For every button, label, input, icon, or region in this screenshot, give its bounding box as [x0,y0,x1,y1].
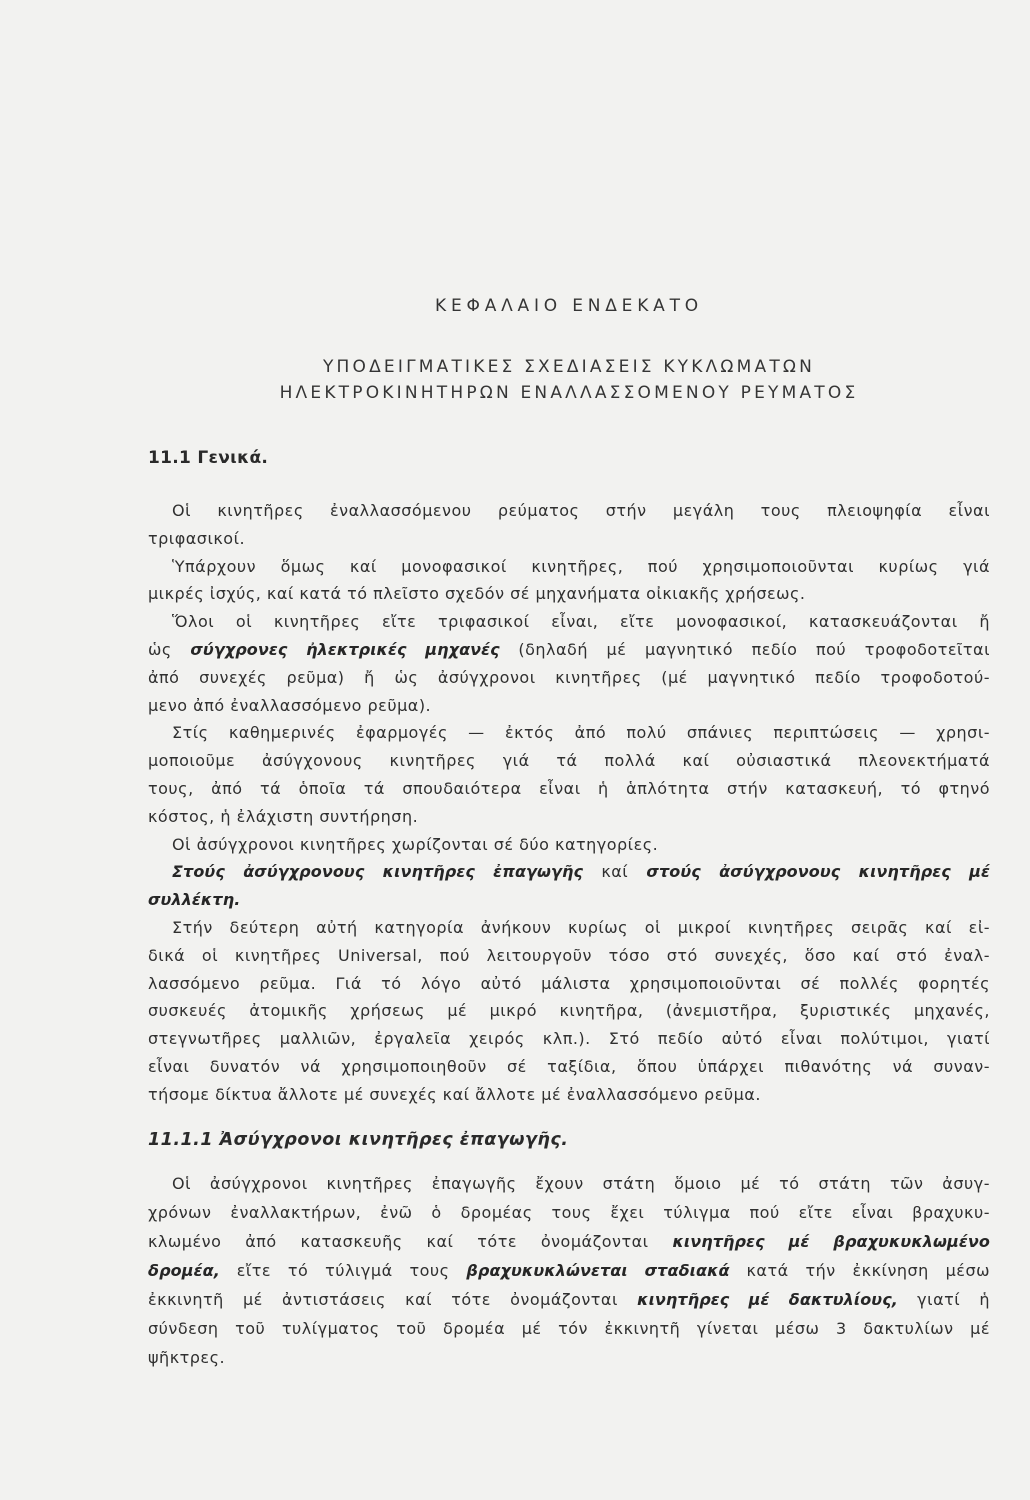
text-run: κατά τήν ἐκκίνηση μέσω [729,1261,990,1280]
text-line [148,942,990,970]
text-run: στεγνωτῆρες μαλλιῶν, ἐργαλεῖα χειρός κλπ.). Στό πεδίο αὐτό εἶναι πολύτιμοι, γιατί [148,1029,990,1049]
text-line [148,803,990,831]
text-run: χρόνων ἐναλλακτήρων, ἐνῶ ὁ δρομέας τους ἔχει τύλιγμα πού εἴτε εἶναι βραχυκυ- [148,1203,990,1222]
text-line [148,886,990,914]
text-line [148,1053,990,1081]
text-run: Στίς καθημερινές ἐφαρμογές — ἐκτός ἀπό πολύ σπάνιες περιπτώσεις — χρησι- [172,723,990,743]
text-line [148,1343,990,1372]
paragraph [148,497,990,553]
paragraph [148,553,990,609]
text-run: συσκευές ἀτομικῆς χρήσεως μέ μικρό κινητῆρα, (ἀνεμιστῆρα, ξυριστικές μηχανές, [148,1001,990,1021]
text-run: ἐκκινητῆ μέ ἀντιστάσεις καί τότε ὀνομάζονται [148,1290,638,1309]
section-title: Γενικά. [197,448,269,468]
text-run: λασσόμενο ρεῦμα. Γιά τό λόγο αὐτό μάλιστα χρησιμοποιοῦνται σέ πολλές φορητές [148,973,990,993]
paragraph [148,608,990,719]
text-run: τριφασικοί. [148,528,246,548]
text-line [148,553,990,581]
text-run: καί [583,862,647,882]
chapter-title-line: ΗΛΕΚΤΡΟΚΙΝΗΤΗΡΩΝ ΕΝΑΛΛΑΣΣΟΜΕΝΟΥ ΡΕΥΜΑΤΟΣ [279,383,859,403]
text-run: (δηλαδή μέ μαγνητικό πεδίο πού τροφοδοτεῖται [499,639,990,659]
text-run: γιατί ἡ [897,1290,990,1309]
chapter-title-line: ΥΠΟΔΕΙΓΜΑΤΙΚΕΣ ΣΧΕΔΙΑΣΕΙΣ ΚΥΚΛΩΜΑΤΩΝ [322,357,816,377]
text-run: Ὑπάρχουν ὅμως καί μονοφασικοί κινητῆρες, πού χρησιμοποιοῦνται κυρίως γιά [172,556,990,576]
emphasized-term: σύγχρονες ἠλεκτρικές μηχανές [190,639,500,659]
text-run: μενο ἀπό ἐναλλασσόμενο ρεῦμα). [148,695,432,715]
text-line [148,497,990,525]
text-run: Οἱ ἀσύγχρονοι κινητῆρες χωρίζονται σέ δύο κατηγορίες. [172,834,659,854]
emphasized-term: βραχυκυκλώνεται σταδιακά [466,1261,730,1280]
text-run: εἴτε τό τύλιγμά τους [219,1261,467,1280]
text-run: μοποιοῦμε ἀσύγχονους κινητῆρες γιά τά πολλά καί οὐσιαστικά πλεονεκτήματά [148,751,990,771]
text-run: σύνδεση τοῦ τυλίγματος τοῦ δρομέα μέ τόν ἐκκινητῆ γίνεται μέσω 3 δακτυλίων μέ [148,1319,990,1338]
text-line [148,692,990,720]
text-run: τήσομε δίκτυα ἄλλοτε μέ συνεχές καί ἄλλοτε μέ ἐναλλασσόμενο ρεῦμα. [148,1084,761,1104]
paragraph [148,914,990,1109]
subsection-heading [148,1127,568,1153]
text-run: Στήν δεύτερη αὐτή κατηγορία ἀνήκουν κυρίως οἱ μικροί κινητῆρες σειρᾶς καί εἰ- [172,917,990,937]
text-line [148,608,990,636]
section-number: 11.1 [148,448,192,468]
text-line [148,1285,990,1314]
emphasized-term: κινητῆρες μέ δακτυλίους, [637,1290,898,1309]
text-run: εἶναι δυνατόν νά χρησιμοποιηθοῦν σέ ταξίδια, ὅπου ὑπάρχει πιθανότης νά συναν- [148,1056,990,1076]
text-line [148,970,990,998]
text-run: ἀπό συνεχές ρεῦμα) ἤ ὡς ἀσύγχρονοι κινητῆρες (μέ μαγνητικό πεδίο τροφοδοτού- [148,667,990,687]
text-run: κόστος, ἡ ἐλάχιστη συντήρηση. [148,806,419,826]
text-line [148,580,990,608]
paragraph [148,719,990,830]
text-line [148,747,990,775]
text-line [148,636,990,664]
text-line [148,1081,990,1109]
text-line [148,1169,990,1198]
emphasized-term: συλλέκτη. [148,890,241,910]
emphasized-term: δρομέα, [148,1261,220,1280]
text-line [148,831,990,859]
section-body [148,1169,990,1372]
text-line [148,1314,990,1343]
text-run: κλωμένο ἀπό κατασκευῆς καί τότε ὀνομάζονται [148,1232,673,1251]
text-line [148,525,990,553]
emphasized-term: Στούς ἀσύγχρονους κινητῆρες ἐπαγωγῆς [172,862,584,882]
paragraph [148,858,990,914]
text-line [148,858,990,886]
text-line [148,914,990,942]
text-run: ὡς [148,639,191,659]
text-line [148,775,990,803]
text-run: μικρές ἰσχύς, καί κατά τό πλεῖστο σχεδόν σέ μηχανήματα οἰκιακῆς χρήσεως. [148,584,806,604]
text-line [148,997,990,1025]
text-line [148,1198,990,1227]
chapter-title [148,354,990,406]
text-line [148,719,990,747]
text-line [148,664,990,692]
chapter-label: ΚΕΦΑΛΑΙΟ ΕΝΔΕΚΑΤΟ [435,296,703,316]
section-number: 11.1.1 [148,1130,214,1150]
section-title: Ἀσύγχρονοι κινητῆρες ἐπαγωγῆς. [219,1130,569,1150]
section-heading [148,445,268,471]
text-run: Οἱ κινητῆρες ἐναλλασσόμενου ρεύματος στήν μεγάλη τους πλειοψηφία εἶναι [172,501,990,520]
text-line [148,1025,990,1053]
section-body [148,497,990,1109]
paragraph [148,1169,990,1372]
emphasized-term: στούς ἀσύγχρονους κινητῆρες μέ [646,862,991,882]
text-line [148,1227,990,1256]
text-run: τους, ἀπό τά ὁποῖα τά σπουδαιότερα εἶναι ἡ ἁπλότητα στήν κατασκευή, τό φτηνό [148,778,990,798]
text-run: ψῆκτρες. [148,1348,226,1367]
emphasized-term: κινητῆρες μέ βραχυκυκλωμένο [672,1232,991,1251]
text-run: Ὅλοι οἱ κινητῆρες εἴτε τριφασικοί εἶναι, εἴτε μονοφασικοί, κατασκευάζονται ἤ [172,612,990,632]
text-run: δικά οἱ κινητῆρες Universal, πού λειτουργοῦν τόσο στό συνεχές, ὅσο καί στό ἐναλ- [148,945,990,965]
text-run: Οἱ ἀσύγχρονοι κινητῆρες ἐπαγωγῆς ἔχουν στάτη ὅμοιο μέ τό στάτη τῶν ἀσυγ- [172,1174,990,1193]
paragraph [148,831,990,859]
text-line [148,1256,990,1285]
